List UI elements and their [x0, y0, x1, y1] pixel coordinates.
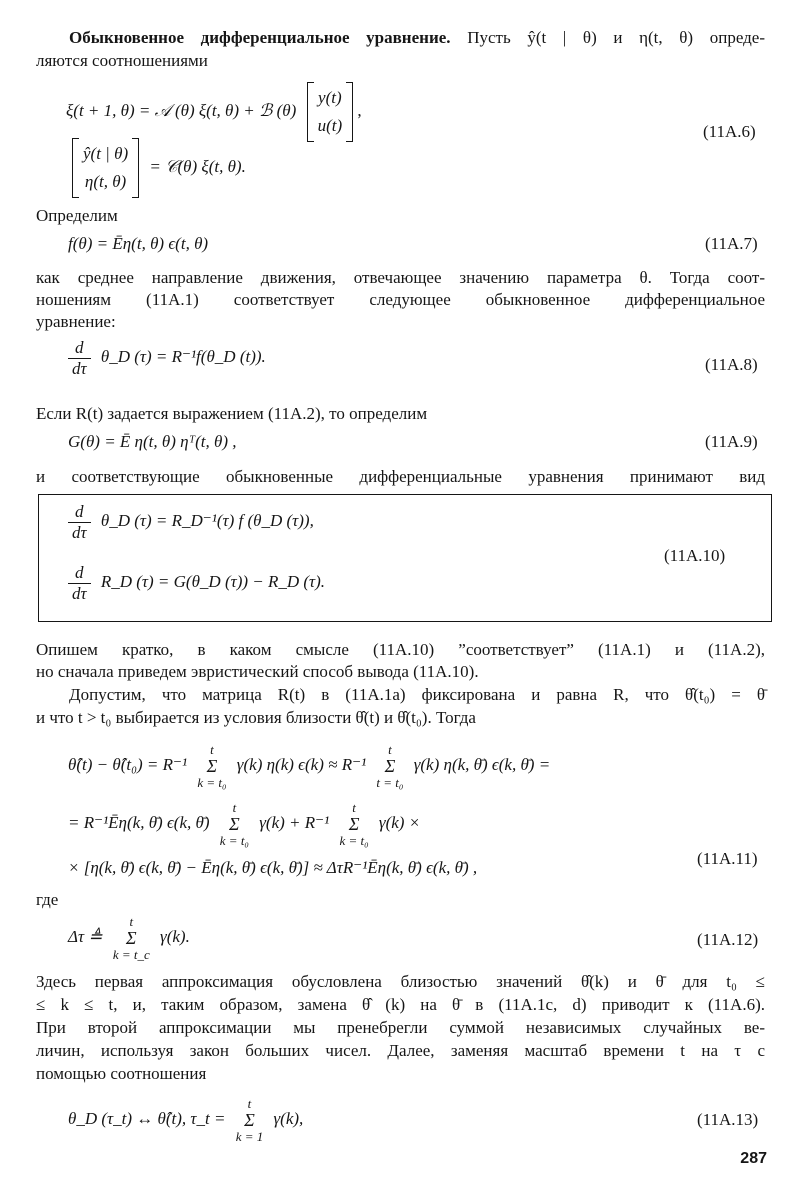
- eq-11a11-lhs: θ̂(t) − θ̂(t₀) = R⁻¹: [68, 754, 188, 774]
- fraction-numerator: d: [68, 502, 91, 523]
- eq-11a11-l2b: γ(k) + R⁻¹: [259, 812, 330, 832]
- equation-11a6-line1: [66, 82, 362, 142]
- paragraph-3-line-1: Опишем кратко, в каком смысле (11A.10) ”соответствует” (11A.1) и (11A.2),: [36, 640, 765, 659]
- fraction-denominator: dτ: [72, 584, 87, 603]
- sum-upper: t: [232, 800, 237, 815]
- fraction-numerator: d: [68, 563, 91, 584]
- equation-label-11a10: (11A.10): [664, 546, 726, 565]
- paragraph-5-line-3: При второй аппроксимации мы пренебрегли суммой независимых случайных ве-: [36, 1018, 765, 1037]
- text-where: где: [36, 890, 59, 909]
- derivative-fraction: [68, 338, 91, 379]
- fraction-numerator: d: [68, 338, 91, 359]
- equation-11a10-line2: [68, 563, 325, 604]
- eq-11a6-state-update: ξ(t + 1, θ) = 𝒜 (θ) ξ(t, θ) + ℬ (θ): [66, 100, 297, 120]
- paragraph-5-line-2: ≤ k ≤ t, и, таким образом, замена θ̂ (k) на θ̄ в (11A.1c, d) приводит к (11A.6).: [36, 995, 765, 1014]
- eq-11a11-rhs: γ(k) η(k, θ̄) ϵ(k, θ̄) =: [413, 754, 551, 774]
- equation-label-11a8: (11A.8): [705, 355, 758, 374]
- eq-11a11-mid: γ(k) η(k) ϵ(k) ≈ R⁻¹: [236, 754, 367, 774]
- sum-sign: Σ: [384, 756, 396, 776]
- equation-11a13: [68, 1096, 303, 1144]
- paragraph-3-line-2: но сначала приведем эвристический способ вывода (11A.10).: [36, 662, 479, 681]
- equation-11a9: G(θ) = Ē η(t, θ) ηᵀ(t, θ) ,: [68, 432, 237, 451]
- sum-sign: Σ: [229, 814, 240, 834]
- eq-11a12-rhs: γ(k).: [160, 926, 190, 946]
- equation-11a8: [68, 338, 266, 379]
- sum-upper: t: [352, 800, 356, 815]
- sum-sign: Σ: [348, 814, 360, 834]
- sum-lower: k = t₀: [339, 833, 369, 848]
- eq-11a13-rhs: γ(k),: [273, 1108, 304, 1128]
- sum-upper: t: [210, 742, 214, 757]
- eq-11a13-lhs: θ_D (τ_t) ↔ θ̂(t), τ_t =: [68, 1108, 226, 1128]
- sum-lower: k = t_c: [112, 947, 150, 962]
- sum-lower: k = t₀: [219, 833, 249, 848]
- intro-line-1-text: Пусть ŷ(t | θ) и η(t, θ) опреде-: [467, 28, 765, 47]
- eq-11a10-theta: θ_D (τ) = R_D⁻¹(τ) f (θ_D (τ)),: [100, 511, 314, 531]
- paragraph-5-line-4: личин, используя закон больших чисел. Далее, заменяя масштаб времени t на τ с: [36, 1041, 765, 1060]
- equation-11a12: [68, 914, 190, 962]
- equation-11a11-line2: [68, 800, 420, 848]
- summation-operator: [339, 800, 368, 848]
- sum-sign: Σ: [125, 928, 137, 948]
- intro-line-2: ляются соотношениями: [36, 51, 208, 70]
- eq-11a6-vector-yu: [307, 82, 354, 142]
- equation-11a11-line3: × [η(k, θ̄) ϵ(k, θ̄) − Ēη(k, θ̄) ϵ(k, θ̄)] ≈ ΔτR⁻¹Ēη(k, θ̄) ϵ(k, θ̄) ,: [68, 858, 478, 877]
- vector-entry: y(t): [318, 88, 342, 107]
- text-if-R: Если R(t) задается выражением (11A.2), то определим: [36, 404, 428, 423]
- paragraph-4-line-1: Допустим, что матрица R(t) в (11A.1a) фиксирована и равна R, что θ̂(t₀) = θ̄: [69, 685, 765, 704]
- fraction-denominator: dτ: [72, 523, 87, 542]
- paragraph-4-line-2: и что t > t₀ выбирается из условия близости θ̂(t) и θ̂(t₀). Тогда: [36, 708, 476, 727]
- sum-sign: Σ: [244, 1110, 255, 1130]
- summation-operator: [376, 742, 403, 790]
- derivative-fraction: [68, 563, 91, 604]
- summation-operator: [113, 914, 150, 962]
- sum-upper: t: [388, 742, 392, 757]
- paragraph-5-line-1: Здесь первая аппроксимация обусловлена близостью значений θ̂(k) и θ̄ для t₀ ≤: [36, 972, 765, 991]
- equation-label-11a12: (11A.12): [697, 930, 759, 949]
- equation-label-11a9: (11A.9): [705, 432, 758, 451]
- summation-operator: [220, 800, 249, 848]
- paragraph-2: и соответствующие обыкновенные дифференциальные уравнения принимают вид: [36, 467, 765, 486]
- equation-11a6-line2: [72, 138, 246, 198]
- paragraph-1-line-1: как среднее направление движения, отвечающее значению параметра θ. Тогда соот-: [36, 268, 765, 287]
- eq-11a11-l2c: γ(k) ×: [378, 812, 421, 832]
- paragraph-1-line-3: уравнение:: [36, 312, 116, 331]
- sum-lower: k = 1: [235, 1129, 264, 1144]
- sum-sign: Σ: [206, 756, 218, 776]
- sum-upper: t: [247, 1096, 252, 1111]
- equation-11a11-line1: [68, 742, 550, 790]
- sum-upper: t: [129, 914, 134, 929]
- equation-label-11a11: (11A.11): [697, 849, 758, 868]
- fraction-denominator: dτ: [72, 359, 87, 378]
- text-define: Определим: [36, 206, 118, 225]
- eq-11a11-l2a: = R⁻¹Ēη(k, θ̄) ϵ(k, θ̄): [68, 812, 210, 832]
- eq-11a10-R: R_D (τ) = G(θ_D (τ)) − R_D (τ).: [100, 572, 326, 592]
- eq-11a8-body: θ_D (τ) = R⁻¹f(θ_D (t)).: [100, 347, 266, 367]
- equation-11a10-line1: [68, 502, 314, 543]
- summation-operator: [236, 1096, 264, 1144]
- paragraph-heading: Обыкновенное дифференциальное уравнение.: [69, 28, 451, 47]
- eq-11a6-comma: ,: [357, 100, 362, 120]
- sum-lower: t = t₀: [376, 775, 404, 790]
- eq-11a6-output: = 𝒞(θ) ξ(t, θ).: [149, 156, 246, 176]
- sum-lower: k = t₀: [197, 775, 227, 790]
- eq-11a12-lhs: Δτ ≜: [68, 926, 103, 946]
- vector-entry: η(t, θ): [84, 172, 127, 191]
- equation-label-11a7: (11A.7): [705, 234, 758, 253]
- eq-11a6-vector-yeta: [72, 138, 139, 198]
- equation-11a7: f(θ) = Ēη(t, θ) ϵ(t, θ): [68, 234, 209, 253]
- derivative-fraction: [68, 502, 91, 543]
- paragraph-1-line-2: ношениям (11A.1) соответствует следующее обыкновенное дифференциальное: [36, 290, 765, 309]
- summation-operator: [197, 742, 226, 790]
- equation-label-11a6: (11A.6): [703, 122, 756, 141]
- equation-label-11a13: (11A.13): [697, 1110, 759, 1129]
- paragraph-5-line-5: помощью соотношения: [36, 1064, 207, 1083]
- vector-entry: u(t): [317, 116, 343, 135]
- vector-entry: ŷ(t | θ): [83, 144, 129, 163]
- page-number: 287: [740, 1150, 767, 1167]
- intro-line-1: [69, 28, 765, 48]
